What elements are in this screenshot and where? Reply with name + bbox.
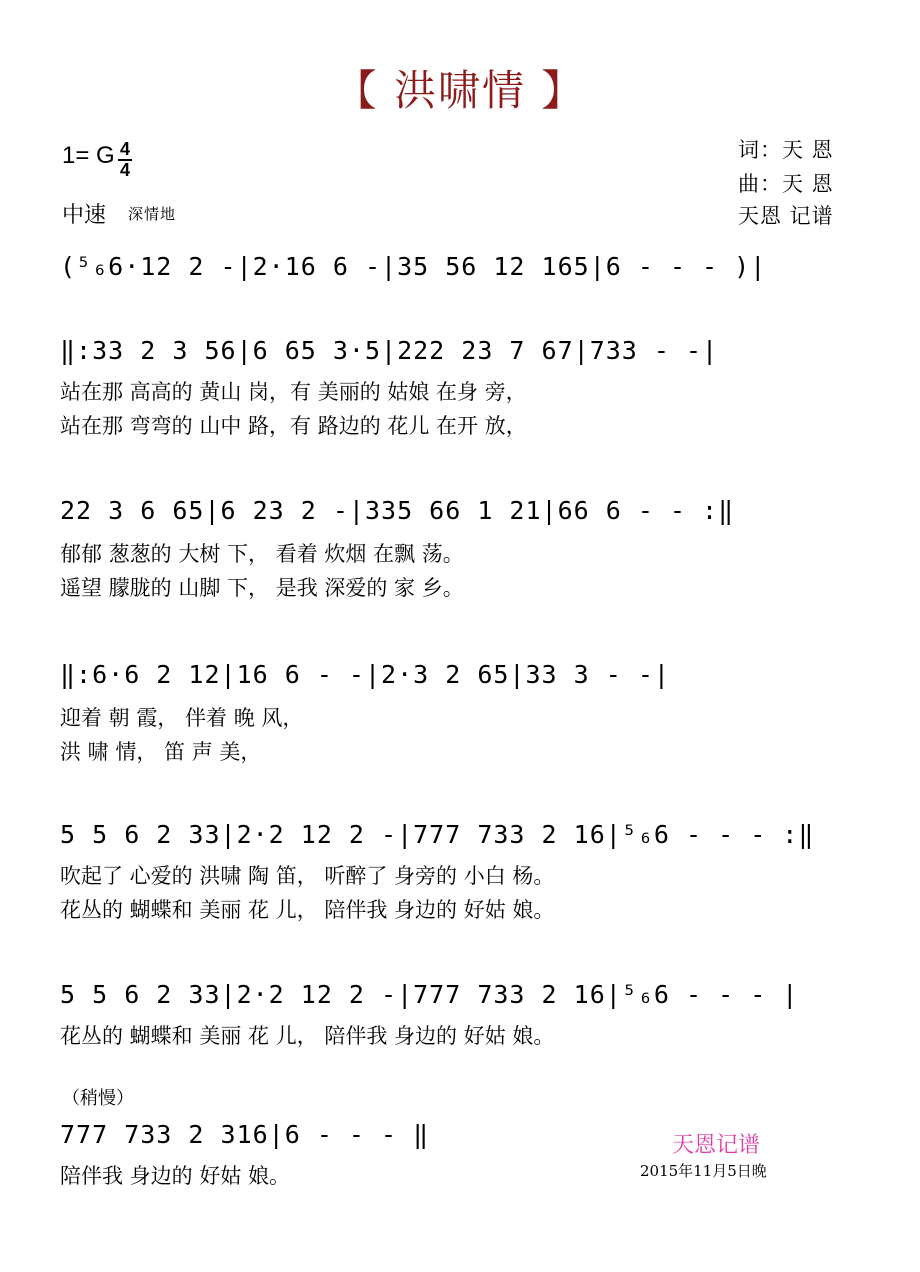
score-notation-4: 5 5 6 2 33|2·2 12 2 -|777 733 2 16|⁵₆6 - - - :‖ [60,820,815,849]
score-notation-2: 22 3 6 65|6 23 2 -|335 66 1 21|66 6 - - :‖ [60,496,735,525]
lyricist-credit: 词：天 恩 [738,138,834,162]
ritardando-marking: （稍慢） [62,1088,134,1109]
lyric-line-1-verse-2: 站在那 弯弯的 山中 路，有 路边的 花儿 在开 放， [60,414,527,438]
score-notation-intro: (⁵₆6·12 2 -|2·16 6 -|35 56 12 165|6 - - - )| [60,252,767,281]
key-signature: 1= G [62,142,115,169]
time-signature-bottom: 4 [119,160,130,180]
date-stamp: 2015年11月5日晚 [640,1162,767,1180]
watermark-signature: 天恩记谱 [672,1133,761,1158]
expression-marking: 深情地 [128,205,177,223]
lyric-line-4-verse-2: 花丛的 蝴蝶和 美丽 花 儿， 陪伴我 身边的 好姑 娘。 [60,898,555,922]
lyric-line-1-verse-1: 站在那 高高的 黄山 岗，有 美丽的 姑娘 在身 旁， [60,380,527,404]
tempo-marking: 中速 [62,203,107,228]
lyric-line-3-verse-1: 迎着 朝 霞， 伴着 晚 风， [60,706,304,730]
time-signature [118,140,132,180]
score-notation-3: ‖:6·6 2 12|16 6 - -|2·3 2 65|33 3 - -| [60,660,670,689]
score-notation-coda: 777 733 2 316|6 - - - ‖ [60,1120,430,1149]
lyric-line-2-verse-1: 郁郁 葱葱的 大树 下， 看着 炊烟 在飘 荡。 [60,542,464,566]
lyric-line-2-verse-2: 遥望 朦胧的 山脚 下， 是我 深爱的 家 乡。 [60,576,464,600]
transcriber-credit: 天恩 记谱 [738,204,834,228]
lyric-line-5: 花丛的 蝴蝶和 美丽 花 儿， 陪伴我 身边的 好姑 娘。 [60,1024,555,1048]
score-notation-1: ‖:33 2 3 56|6 65 3·5|222 23 7 67|733 - -| [60,336,719,365]
time-signature-top: 4 [119,139,130,159]
score-notation-5: 5 5 6 2 33|2·2 12 2 -|777 733 2 16|⁵₆6 - - - | [60,980,799,1009]
lyric-line-coda: 陪伴我 身边的 好姑 娘。 [60,1164,291,1188]
song-title: 【 洪啸情 】 [334,66,586,115]
lyric-line-3-verse-2: 洪 啸 情， 笛 声 美， [60,740,262,764]
lyric-line-4-verse-1: 吹起了 心爱的 洪啸 陶 笛， 听醉了 身旁的 小白 杨。 [60,864,555,888]
composer-credit: 曲：天 恩 [738,172,834,196]
